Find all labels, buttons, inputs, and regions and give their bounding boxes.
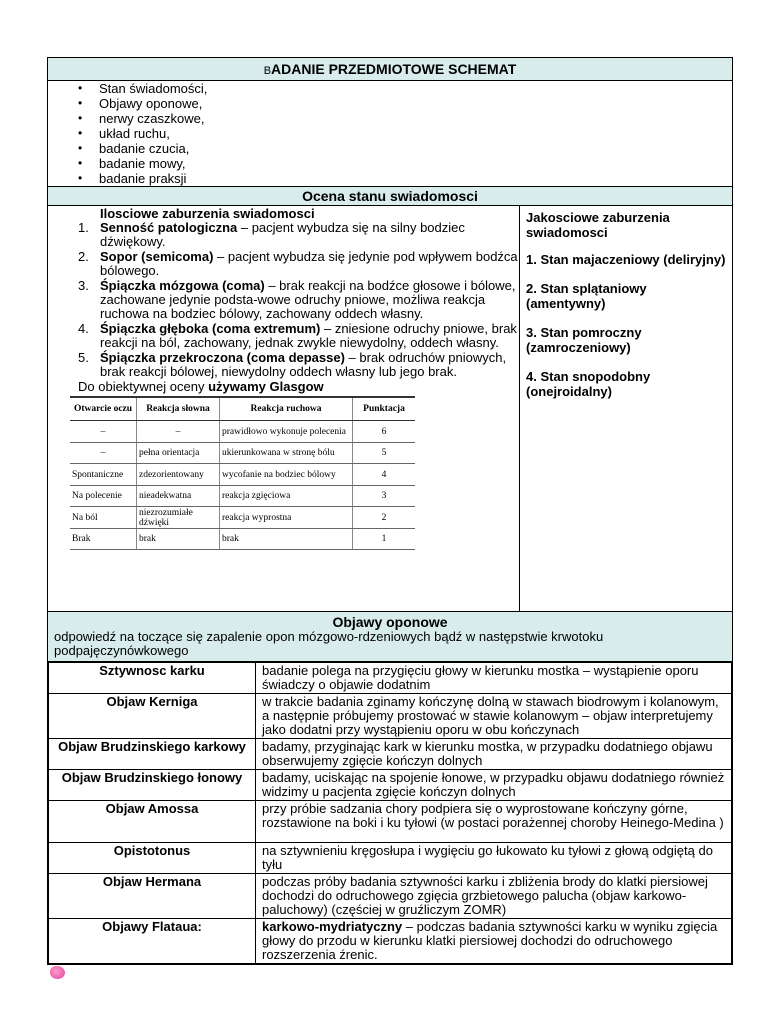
gcs-cell: pełna orientacja bbox=[137, 442, 220, 464]
item-number: 5. bbox=[78, 349, 89, 365]
gcs-cell: reakcja wyprostna bbox=[220, 507, 353, 529]
gcs-row bbox=[70, 485, 415, 507]
exam-list-item: • badanie praksji bbox=[78, 171, 732, 186]
quantitative-item bbox=[78, 221, 519, 250]
exam-list-item: • badanie mowy, bbox=[78, 156, 732, 171]
meningeal-signs-table bbox=[48, 662, 732, 964]
glasgow-bold: używamy Glasgow bbox=[208, 379, 324, 395]
gcs-cell: 4 bbox=[353, 464, 416, 486]
item-term: Senność patologiczna bbox=[100, 220, 238, 235]
consciousness-header: Ocena stanu swiadomosci bbox=[47, 187, 733, 206]
exam-list-item: • układ ruchu, bbox=[78, 126, 732, 141]
gcs-cell: – bbox=[70, 421, 137, 443]
sign-name: Objaw Kerniga bbox=[49, 694, 256, 739]
gcs-cell: 2 bbox=[353, 507, 416, 529]
exam-list-item: • badanie czucia, bbox=[78, 141, 732, 156]
sign-name: Sztywnosc karku bbox=[49, 663, 256, 694]
meningeal-section bbox=[47, 612, 733, 965]
gcs-cell: – bbox=[70, 442, 137, 464]
sign-text: podczas próby badania sztywności karku i zbliżenia brody do klatki piersiowej dochodzi do odruchowego zgięcia grzbietowego palucha (objaw karkowo-paluchowy) (częściej w gruźliczym ZOMR) bbox=[262, 874, 708, 917]
sign-name: Opistotonus bbox=[49, 843, 256, 874]
gcs-row bbox=[70, 421, 415, 443]
sign-description bbox=[256, 770, 732, 801]
meningeal-sign-row bbox=[49, 663, 732, 694]
glasgow-table bbox=[70, 396, 415, 550]
sign-text: badamy, przyginając kark w kierunku mostka, w przypadku dodatniego objawu obserwujemy zgięcie kończyn dolnych bbox=[262, 739, 713, 768]
gcs-cell: prawidłowo wykonuje polecenia bbox=[220, 421, 353, 443]
item-number: 1. bbox=[78, 220, 89, 235]
sign-description bbox=[256, 663, 732, 694]
exam-list-item: • Objawy oponowe, bbox=[78, 96, 732, 111]
sign-description bbox=[256, 801, 732, 843]
gcs-cell: 3 bbox=[353, 485, 416, 507]
item-number: 2. bbox=[78, 248, 89, 264]
gcs-cell: wycofanie na bodziec bólowy bbox=[220, 464, 353, 486]
gcs-row bbox=[70, 507, 415, 529]
gcs-cell: brak bbox=[220, 528, 353, 550]
gcs-cell: ukierunkowana w stronę bólu bbox=[220, 442, 353, 464]
gcs-cell: zdezorientowany bbox=[137, 464, 220, 486]
consciousness-section bbox=[47, 206, 733, 612]
item-term: Sopor (semicoma) bbox=[100, 248, 214, 264]
gcs-cell: Spontaniczne bbox=[70, 464, 137, 486]
gcs-header-cell: Otwarcie oczu bbox=[70, 397, 137, 421]
sign-bold-prefix: karkowo-mydriatyczny bbox=[262, 919, 403, 934]
gcs-cell: reakcja zgięciowa bbox=[220, 485, 353, 507]
gcs-cell: brak bbox=[137, 528, 220, 550]
quantitative-item bbox=[78, 351, 519, 380]
gcs-cell: Na ból bbox=[70, 507, 137, 529]
item-term: Śpiączka mózgowa (coma) bbox=[100, 277, 265, 293]
qualitative-item: 1. Stan majaczeniowy (deliryjny) bbox=[526, 252, 726, 267]
exam-list-box bbox=[47, 81, 733, 187]
glasgow-prefix: Do obiektywnej oceny bbox=[78, 379, 209, 395]
gcs-cell: 6 bbox=[353, 421, 416, 443]
meningeal-header: Objawy oponowe bbox=[48, 612, 732, 630]
quantitative-list bbox=[78, 221, 519, 379]
item-number: 3. bbox=[78, 277, 89, 293]
quantitative-header: Ilosciowe zaburzenia swiadomosci bbox=[100, 206, 315, 221]
qualitative-item: 4. Stan snopodobny (onejroidalny) bbox=[526, 369, 651, 399]
item-description: – pacjent wybudza się jedynie pod wpływem bodźca bólowego. bbox=[100, 248, 518, 279]
title-first-letter: B bbox=[263, 65, 272, 77]
gcs-cell: 5 bbox=[353, 442, 416, 464]
gcs-row bbox=[70, 528, 415, 550]
meningeal-sign-row bbox=[49, 919, 732, 964]
meningeal-sign-row bbox=[49, 770, 732, 801]
qualitative-header: Jakosciowe zaburzenia swiadomosci bbox=[526, 210, 670, 240]
gcs-header-cell: Reakcja słowna bbox=[137, 397, 220, 421]
item-description: – zniesione odruchy pniowe, brak reakcji na ból, zachowany, jednak zwykle niewydolny, oddech własny. bbox=[100, 320, 517, 351]
gcs-cell: – bbox=[137, 421, 220, 443]
item-description: – brak odruchów pniowych, brak reakcji bólowej, niewydolny oddech własny lub jego brak. bbox=[100, 349, 507, 380]
sign-text: – podczas badania sztywności karku w wyniku zgięcia głowy do przodu w kierunku klatki piersiowej dochodzi do odruchowego rozszerzenia źrenic. bbox=[262, 919, 718, 962]
sign-name: Objaw Brudzinskiego łonowy bbox=[49, 770, 256, 801]
gcs-cell: nieadekwatna bbox=[137, 485, 220, 507]
item-term: Śpiączka przekroczona (coma depasse) bbox=[100, 349, 345, 365]
document bbox=[47, 57, 733, 965]
exam-list bbox=[48, 81, 732, 186]
qualitative-list bbox=[526, 252, 726, 399]
sign-description bbox=[256, 739, 732, 770]
title-rest: ADANIE PRZEDMIOTOWE SCHEMAT bbox=[271, 61, 517, 77]
sign-description bbox=[256, 874, 732, 919]
meningeal-subtitle: odpowiedź na toczące się zapalenie opon mózgowo-rdzeniowych bądź w następstwie krwotoku podpajęczynówkowego bbox=[48, 630, 732, 662]
gcs-header-cell: Punktacja bbox=[353, 397, 416, 421]
quantitative-item bbox=[78, 279, 519, 322]
quantitative-item bbox=[78, 250, 519, 279]
qualitative-item: 3. Stan pomroczny (zamroczeniowy) bbox=[526, 325, 642, 355]
exam-list-item: • nerwy czaszkowe, bbox=[78, 111, 732, 126]
sign-description bbox=[256, 694, 732, 739]
item-term: Śpiączka głęboka (coma extremum) bbox=[100, 320, 321, 336]
gcs-row bbox=[70, 442, 415, 464]
qualitative-column bbox=[520, 206, 732, 611]
sign-description bbox=[256, 919, 732, 964]
qualitative-item: 2. Stan splątaniowy (amentywny) bbox=[526, 281, 647, 311]
sign-text: w trakcie badania zginamy kończynę dolną w stawach biodrowym i kolanowym, a następnie próbujemy prostować w stawie kolanowym – objaw interpretujemy jako dodatni przy wystąpieniu oporu w obu kończynach bbox=[262, 694, 719, 737]
gcs-row bbox=[70, 464, 415, 486]
sign-text: badamy, uciskając na spojenie łonowe, w przypadku objawu dodatniego również widzimy u pacjenta zgięcie kończyn dolnych bbox=[262, 770, 725, 799]
item-description: – pacjent wybudza się na silny bodziec dźwiękowy. bbox=[100, 220, 465, 250]
sign-name: Objaw Amossa bbox=[49, 801, 256, 843]
sign-name: Objaw Hermana bbox=[49, 874, 256, 919]
gcs-cell: niezrozumiałe dźwięki bbox=[137, 507, 220, 529]
item-description: – brak reakcji na bodźce głosowe i bólowe, zachowane jedynie podsta-wowe odruchy pniowe, możliwa reakcja ruchowa na bodziec bólowy, zachowany oddech własny. bbox=[100, 277, 516, 322]
exam-list-item: • Stan świadomości, bbox=[78, 81, 732, 96]
sign-description bbox=[256, 843, 732, 874]
sign-text: na sztywnieniu kręgosłupa i wygięciu go łukowato ku tyłowi z głową odgiętą do tyłu bbox=[262, 843, 713, 872]
meningeal-sign-row bbox=[49, 843, 732, 874]
item-number: 4. bbox=[78, 320, 89, 336]
quantitative-column bbox=[48, 206, 520, 611]
sign-text: badanie polega na przygięciu głowy w kierunku mostka – wystąpienie oporu świadczy o objawie dodatnim bbox=[262, 663, 699, 692]
brain-icon bbox=[50, 966, 65, 979]
sign-name: Objaw Brudzinskiego karkowy bbox=[49, 739, 256, 770]
quantitative-item bbox=[78, 322, 519, 351]
meningeal-sign-row bbox=[49, 739, 732, 770]
meningeal-sign-row bbox=[49, 694, 732, 739]
meningeal-sign-row bbox=[49, 874, 732, 919]
document-title bbox=[47, 57, 733, 81]
gcs-cell: 1 bbox=[353, 528, 416, 550]
sign-text: przy próbie sadzania chory podpiera się o wyprostowane kończyny górne, rozstawione na boki i ku tyłowi (w postaci porażennej choroby Heinego-Medina ) bbox=[262, 801, 724, 830]
meningeal-sign-row bbox=[49, 801, 732, 843]
gcs-cell: Brak bbox=[70, 528, 137, 550]
gcs-cell: Na polecenie bbox=[70, 485, 137, 507]
sign-name: Objawy Flataua: bbox=[49, 919, 256, 964]
gcs-header-cell: Reakcja ruchowa bbox=[220, 397, 353, 421]
glasgow-line bbox=[78, 379, 519, 394]
